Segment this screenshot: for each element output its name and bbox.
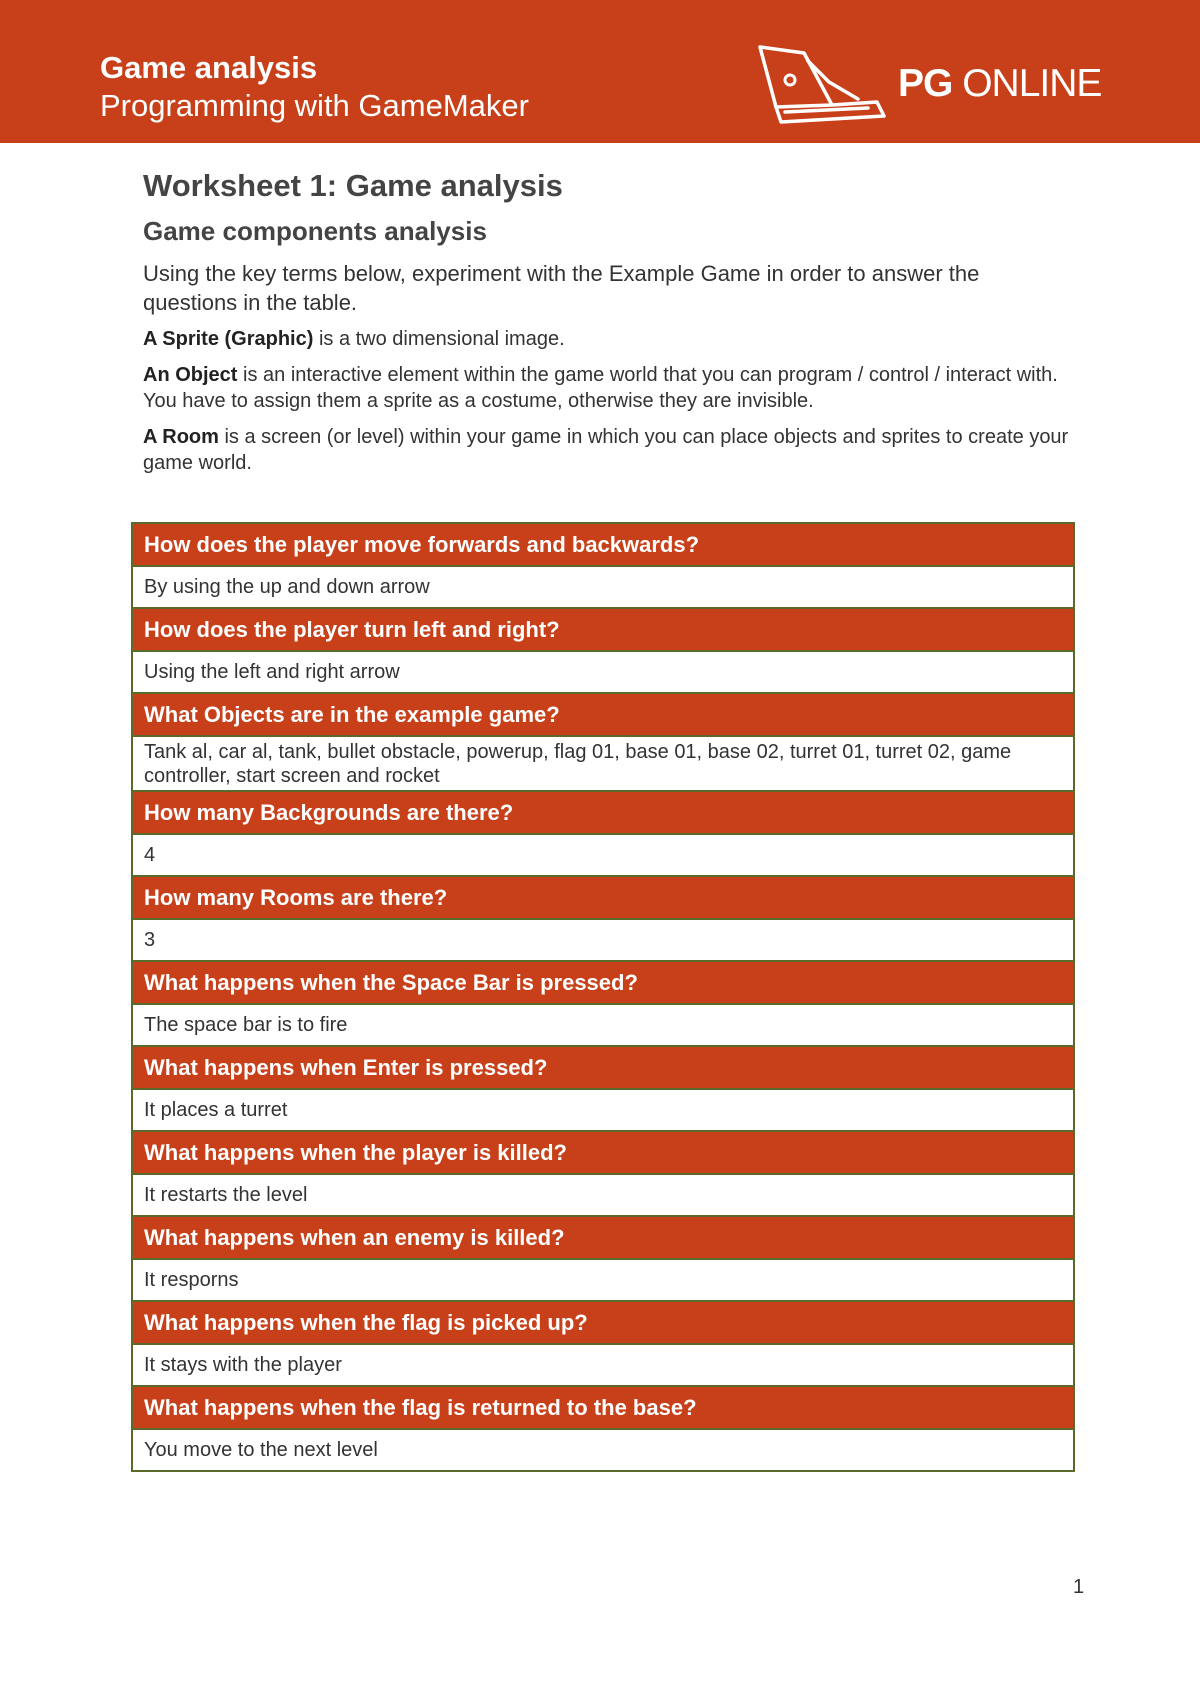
question-cell: What happens when Enter is pressed?: [132, 1046, 1074, 1089]
question-cell: What Objects are in the example game?: [132, 693, 1074, 736]
answer-row: [132, 1089, 1074, 1131]
answer-row: [132, 919, 1074, 961]
question-cell: How many Backgrounds are there?: [132, 791, 1074, 834]
question-cell: What happens when an enemy is killed?: [132, 1216, 1074, 1259]
logo-text-bold: PG: [898, 62, 953, 105]
intro-paragraph: Using the key terms below, experiment with the Example Game in order to answer the questions in the table.: [143, 261, 980, 315]
term-definition: is an interactive element within the game world that you can program / control / interact with. You have to assign them a sprite as a costume, otherwise they are invisible.: [143, 364, 1058, 412]
page-header: [0, 0, 1200, 143]
answer-row: [132, 651, 1074, 693]
term-definition: is a screen (or level) within your game in which you can place objects and sprites to create your game world.: [143, 426, 1069, 474]
answer-cell: It restarts the level: [132, 1174, 1074, 1216]
answer-row: [132, 736, 1074, 791]
laptop-icon: [754, 42, 888, 126]
term-definition: is a two dimensional image.: [313, 328, 565, 350]
answer-cell: It resporns: [132, 1259, 1074, 1301]
answer-row: [132, 1174, 1074, 1216]
question-row: [132, 1131, 1074, 1174]
question-cell: What happens when the flag is returned to the base?: [132, 1386, 1074, 1429]
question-row: [132, 791, 1074, 834]
question-cell: How does the player turn left and right?: [132, 608, 1074, 651]
answer-cell: Using the left and right arrow: [132, 651, 1074, 693]
term-sprite: [143, 326, 1073, 352]
question-cell: How many Rooms are there?: [132, 876, 1074, 919]
question-row: [132, 1216, 1074, 1259]
question-row: [132, 1386, 1074, 1429]
answer-cell: 4: [132, 834, 1074, 876]
answer-row: [132, 834, 1074, 876]
answer-row: [132, 1259, 1074, 1301]
logo-text-rest: ONLINE: [952, 62, 1102, 105]
question-row: [132, 961, 1074, 1004]
answer-cell: It stays with the player: [132, 1344, 1074, 1386]
answer-row: [132, 566, 1074, 608]
term-room: [143, 424, 1073, 476]
question-row: [132, 693, 1074, 736]
header-subtitle: Programming with GameMaker: [100, 88, 529, 123]
question-cell: What happens when the flag is picked up?: [132, 1301, 1074, 1344]
term-name: An Object: [143, 364, 238, 386]
question-cell: How does the player move forwards and backwards?: [132, 523, 1074, 566]
question-row: [132, 523, 1074, 566]
pg-online-logo: [898, 62, 1101, 106]
question-cell: What happens when the Space Bar is pressed?: [132, 961, 1074, 1004]
answer-cell: 3: [132, 919, 1074, 961]
term-name: A Sprite (Graphic): [143, 328, 314, 350]
answer-row: [132, 1429, 1074, 1471]
term-object: [143, 362, 1073, 414]
question-row: [132, 1301, 1074, 1344]
question-row: [132, 1046, 1074, 1089]
answer-cell: It places a turret: [132, 1089, 1074, 1131]
answer-row: [132, 1004, 1074, 1046]
section-title: Game components analysis: [143, 216, 487, 246]
page-number: 1: [1073, 1576, 1085, 1598]
question-row: [132, 608, 1074, 651]
page-title: Worksheet 1: Game analysis: [143, 168, 563, 203]
answer-cell: You move to the next level: [132, 1429, 1074, 1471]
qa-table: [131, 522, 1075, 1472]
answer-cell: The space bar is to fire: [132, 1004, 1074, 1046]
header-title: Game analysis: [100, 50, 318, 85]
question-cell: What happens when the player is killed?: [132, 1131, 1074, 1174]
question-row: [132, 876, 1074, 919]
answer-cell: Tank al, car al, tank, bullet obstacle, powerup, flag 01, base 01, base 02, turret 01, turret 02, game controller, start screen and rocket: [132, 736, 1074, 791]
term-name: A Room: [143, 426, 219, 448]
answer-cell: By using the up and down arrow: [132, 566, 1074, 608]
answer-row: [132, 1344, 1074, 1386]
worksheet-content: [143, 168, 1073, 486]
